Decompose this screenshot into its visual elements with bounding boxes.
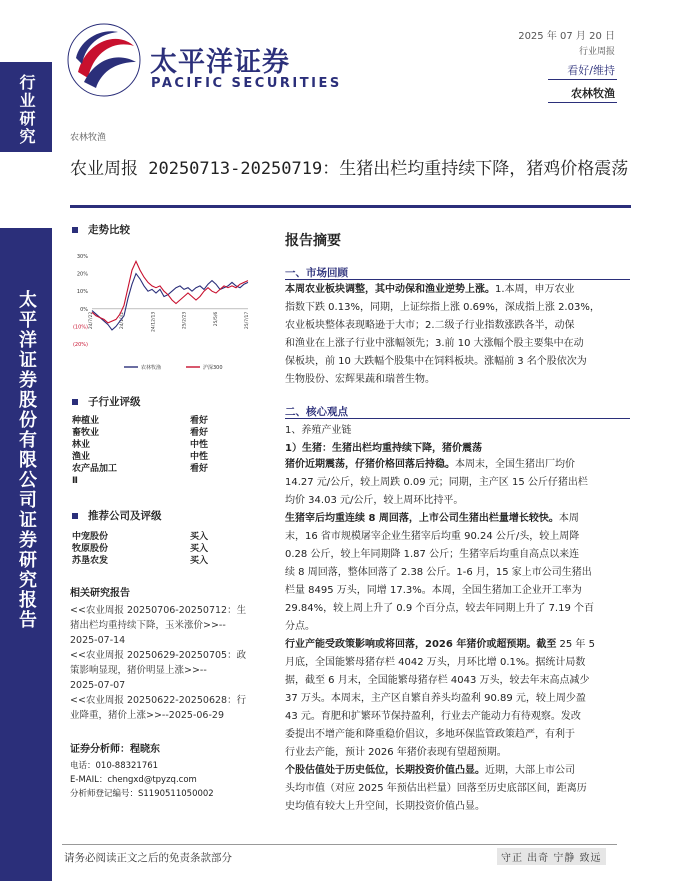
core-view-underline	[285, 418, 630, 419]
recommend-heading-text: 推荐公司及评级	[88, 510, 162, 522]
body-line	[285, 492, 630, 510]
related-report-link[interactable]	[70, 693, 270, 723]
body-line	[285, 335, 630, 353]
market-review-heading: 一、市场回顾	[285, 267, 348, 279]
related-report-line: 猪出栏均重持续下降，玉米涨价>>--	[70, 620, 226, 631]
series-line-1	[92, 261, 248, 323]
analyst-cert: 分析师登记编号：S1190511050002	[70, 789, 214, 799]
sub-rating-table	[72, 415, 208, 487]
body-text: 行业去产能，预计 2026 年猪价表现有望超预期。	[285, 747, 507, 758]
header-divider-1	[548, 79, 617, 80]
related-report-line: 策影响显现，猪价明显上涨>>--	[70, 665, 207, 676]
body-line	[285, 762, 630, 780]
recommend-row	[72, 531, 208, 543]
related-list	[70, 603, 270, 723]
body-text: 分点。	[285, 621, 315, 632]
body-text: 0.28 公斤，较上年同期降 1.87 公斤；生猪宰后均重自高点以来连	[285, 549, 580, 560]
body-text: 委提出不增产能和降重稳价倡议，多地环保监管政策趋严，有利于	[285, 729, 575, 740]
recommend-rating: 买入	[189, 532, 208, 542]
sub-rating-row	[72, 451, 208, 463]
body-text: 保板块，前 10 大跌幅个股集中在饲料板块。涨幅前 3 名个股依次为	[285, 356, 587, 367]
bullet-square-icon	[72, 227, 78, 233]
body-text: 均价 34.03 元/公斤，较上周环比持平。	[285, 495, 464, 506]
body-text: 近期，大部上市公司	[485, 765, 575, 776]
sub-rating-row	[72, 475, 208, 487]
recommend-rating: 买入	[189, 544, 208, 554]
market-review-body	[285, 281, 630, 389]
sub-rating-row	[72, 463, 208, 475]
analyst-heading: 证券分析师：程晓东	[70, 744, 160, 755]
x-tick-label: 25/7/17	[245, 311, 250, 330]
y-tick-label: 30%	[76, 254, 88, 260]
body-text: 43 元。育肥和扩繁环节保持盈利，行业去产能动力有待观察。发改	[285, 711, 581, 722]
body-line	[285, 780, 630, 798]
related-report-line: <<农业周报 20250706-20250712：生	[70, 605, 247, 616]
bullet-square-icon	[72, 399, 78, 405]
body-line	[285, 636, 630, 654]
sub-rating-name: 种植业	[72, 416, 100, 426]
legend-label: 农林牧渔	[141, 365, 162, 371]
sub-rating-name: 林业	[72, 440, 91, 450]
related-report-line: <<农业周报 20250629-20250705：政	[70, 650, 247, 661]
y-tick-label: (20%)	[72, 342, 88, 348]
body-line	[285, 299, 630, 317]
sub-rating-rating: 中性	[189, 440, 208, 450]
y-tick-label: 10%	[76, 289, 88, 296]
body-bold-text: 生猪宰后均重连续 8 周回落，上市公司生猪出栏量增长较快。	[285, 513, 559, 524]
company-name-cn: 太平洋证券	[150, 47, 290, 78]
body-text: 和渔业在上涨子行业中涨幅领先；3.前 10 大涨幅个股主要集中在动	[285, 338, 584, 349]
sub-rating-heading	[72, 394, 141, 409]
body-line	[285, 510, 630, 528]
summary-heading: 报告摘要	[285, 233, 341, 249]
trend-heading	[72, 222, 130, 237]
core-view-body	[285, 456, 630, 816]
company-name-en: PACIFIC SECURITIES	[151, 76, 342, 91]
related-report-line: 2025-07-07	[70, 680, 126, 691]
body-text: 14.27 元/公斤，较上周跌 0.09 元；同期，主产区 15 公斤仔猪出栏	[285, 477, 588, 488]
recommend-name: 牧原股份	[72, 544, 109, 554]
sub-rating-name: Ⅱ	[72, 476, 78, 486]
body-text: 本周	[558, 513, 579, 524]
body-line	[285, 618, 630, 636]
related-report-line: <<农业周报 20250622-20250628：行	[70, 695, 247, 706]
body-text: 月底，全国能繁母猪存栏 4042 万头，月环比增 0.1%。据统计局数	[285, 657, 586, 668]
industry-label: 农林牧渔	[571, 87, 615, 100]
sidebar-bottom-label: 太平洋证券股份有限公司证券研究报告	[16, 290, 37, 630]
y-tick-label: 20%	[76, 271, 88, 278]
hog-point-heading: 1）生猪：生猪出栏均重持续下降，猪价震荡	[285, 443, 482, 454]
y-tick-label: 0%	[80, 306, 88, 313]
body-bold-text: 个股估值处于历史低位，长期投资价值凸显。	[285, 765, 485, 776]
recommend-name: 苏垦农发	[72, 556, 109, 566]
body-line	[285, 708, 630, 726]
body-bold-text: 行业产能受政策影响或将回落，2026 年猪价或超预期。截至	[285, 639, 557, 650]
body-line	[285, 456, 630, 474]
x-tick-label: 24/10/2	[120, 311, 126, 330]
sub-rating-row	[72, 415, 208, 427]
related-report-link[interactable]	[70, 603, 270, 648]
sub-rating-name: 农产品加工	[72, 464, 118, 474]
body-line	[285, 546, 630, 564]
body-text: 本周末，全国生猪出厂均价	[455, 459, 575, 470]
x-tick-label: 25/5/6	[213, 311, 219, 327]
body-text: 史均值有较大上升空间，长期投资价值凸显。	[285, 801, 485, 812]
body-line	[285, 690, 630, 708]
body-line	[285, 353, 630, 371]
legend-label: 沪深300	[203, 365, 223, 371]
trend-chart	[68, 250, 264, 375]
related-report-line: 2025-07-14	[70, 635, 126, 646]
sub-rating-row	[72, 427, 208, 439]
body-text: 续 8 周回落，整体回落了 2.38 公斤。1-6 月，15 家上市公司生猪出	[285, 567, 592, 578]
trend-heading-text: 走势比较	[88, 224, 130, 236]
rating-label: 看好/维持	[567, 64, 615, 77]
body-text: 25 年 5	[556, 639, 595, 650]
recommend-rating: 买入	[189, 556, 208, 566]
body-text: 农业板块整体表现略逊于大市；2.二级子行业指数涨跌各半，动保	[285, 320, 575, 331]
x-tick-label: 24/12/13	[151, 311, 157, 333]
body-text: 据，截至 6 月末，全国能繁母猪存栏 4043 万头，较去年末高点减少	[285, 675, 590, 686]
related-report-line: 业降重，猪价上涨>>--2025-06-29	[70, 710, 224, 721]
recommend-row	[72, 555, 208, 567]
x-tick-label: 24/7/22	[89, 311, 94, 330]
market-review-underline	[285, 279, 630, 280]
body-line	[285, 474, 630, 492]
body-line	[285, 317, 630, 335]
body-text: 指数下跌 0.13%，同期，上证综指上涨 0.69%，深成指上涨 2.03%，	[285, 302, 600, 313]
sub-rating-name: 渔业	[72, 452, 91, 462]
body-line	[285, 600, 630, 618]
body-line	[285, 528, 630, 546]
report-title: 农业周报 20250713-20250719：生猪出栏均重持续下降，猪鸡价格震荡	[70, 159, 629, 179]
title-underline	[70, 205, 631, 208]
y-tick-label: (10%)	[72, 324, 88, 331]
body-text: 1.本周，申万农业	[495, 284, 575, 295]
sub-rating-row	[72, 439, 208, 451]
body-text: 末，16 省市规模屠宰企业生猪宰后均重 90.24 公斤/头，较上周降	[285, 531, 580, 542]
bullet-square-icon	[72, 513, 78, 519]
body-line	[285, 744, 630, 762]
sub-rating-rating: 中性	[189, 452, 208, 462]
sub-rating-name: 畜牧业	[72, 428, 100, 438]
related-heading: 相关研究报告	[70, 588, 130, 599]
series-line-0	[92, 274, 248, 333]
body-line	[285, 726, 630, 744]
body-text: 头均市值（对应 2025 年预估出栏量）回落至历史底部区间，距离历	[285, 783, 587, 794]
body-text: 生物股份、宏辉果蔬和瑞普生物。	[285, 374, 435, 385]
recommend-name: 中宠股份	[72, 532, 109, 542]
sub-rating-rating: 看好	[189, 428, 208, 438]
recommend-table	[72, 531, 208, 567]
related-report-link[interactable]	[70, 648, 270, 693]
recommend-heading	[72, 508, 162, 523]
body-bold-text: 本周农业板块调整，其中动保和渔业逆势上涨。	[285, 284, 495, 295]
sub-rating-heading-text: 子行业评级	[88, 396, 141, 408]
header-divider-2	[548, 102, 617, 103]
x-tick-label: 25/2/23	[182, 311, 188, 330]
category-label: 农林牧渔	[70, 133, 107, 143]
footer-disclaimer: 请务必阅读正文之后的免责条款部分	[64, 852, 232, 864]
company-logo-icon	[66, 22, 142, 98]
core-view-heading: 二、核心观点	[285, 406, 348, 418]
body-line	[285, 371, 630, 389]
body-line	[285, 582, 630, 600]
body-text: 37 万头。本周末，主产区自繁自养头均盈利 90.89 元，较上周少盈	[285, 693, 586, 704]
analyst-phone: 电话：010-88321761	[70, 761, 159, 771]
sidebar-top-label: 行业研究	[17, 74, 36, 146]
footer-motto: 守正 出奇 宁静 致远	[497, 848, 606, 865]
report-type: 行业周报	[578, 47, 615, 57]
body-line	[285, 798, 630, 816]
sub-rating-rating: 看好	[189, 464, 208, 474]
sub-rating-rating: 看好	[189, 416, 208, 426]
body-line	[285, 564, 630, 582]
industry-chain-subheading: 1、养殖产业链	[285, 425, 352, 436]
analyst-email: E-MAIL：chengxd@tpyzq.com	[70, 775, 197, 785]
body-line	[285, 281, 630, 299]
body-text: 29.84%，较上周上升了 0.9 个百分点，较去年同期上升了 7.19 个百	[285, 603, 595, 614]
footer-divider	[62, 844, 617, 845]
body-line	[285, 672, 630, 690]
body-text: 栏量 8495 万头，同增 17.3%。本周，全国生猪加工企业开工率为	[285, 585, 582, 596]
report-date: 2025 年 07 月 20 日	[518, 31, 615, 42]
body-bold-text: 猪价近期震荡，仔猪价格回落后持稳。	[285, 459, 455, 470]
body-line	[285, 654, 630, 672]
recommend-row	[72, 543, 208, 555]
